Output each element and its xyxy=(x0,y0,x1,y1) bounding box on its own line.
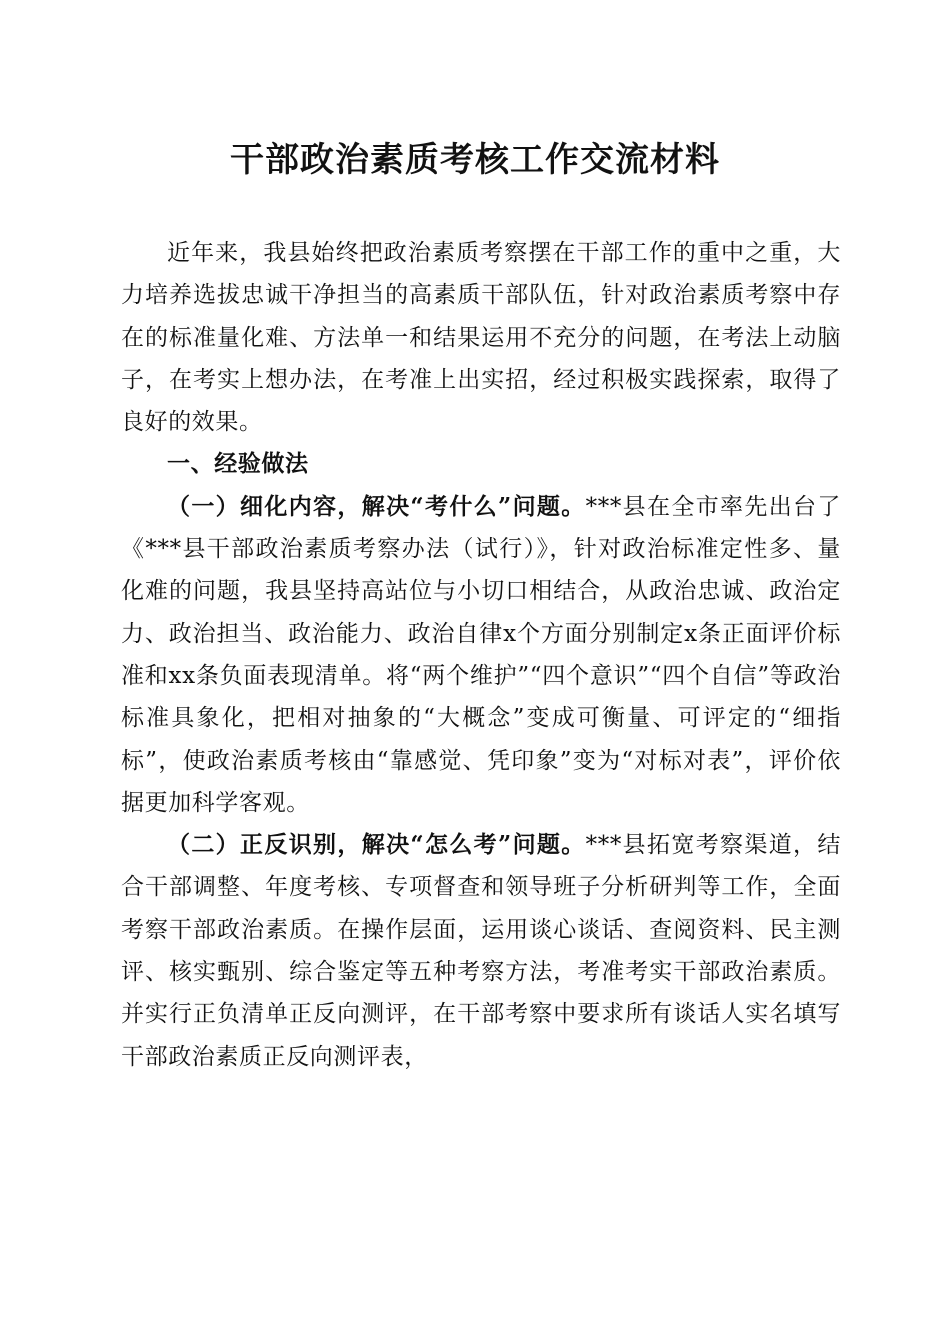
item-heading-2: （二）正反识别，解决“怎么考”问题。 xyxy=(167,831,586,859)
item-heading-1: （一）细化内容，解决“考什么”问题。 xyxy=(167,492,586,520)
item-body-1: ***县在全市率先出台了《***县干部政治素质考察办法（试行）》，针对政治标准定性多、量化难的问题，我县坚持高站位与小切口相结合，从政治忠诚、政治定力、政治担当、政治能力、政治自律x个方面分别制定x条正面评价标准和xx条负面表现清单。将“两个维护”“四个意识”“四个自信”等政治标准具象化，把相对抽象的“大概念”变成可衡量、可评定的“细指标”，使政治素质考核由“靠感觉、凭印象”变为“对标对表”，评价依据更加科学客观。 xyxy=(121,493,842,816)
section-heading xyxy=(121,443,841,485)
document-title: 干部政治素质考核工作交流材料 xyxy=(230,140,720,180)
intro-paragraph: 近年来，我县始终把政治素质考察摆在干部工作的重中之重，大力培养选拔忠诚干净担当的高素质干部队伍，针对政治素质考察中存在的标准量化难、方法单一和结果运用不充分的问题，在考法上动脑子，在考实上想办法，在考准上出实招，经过积极实践探索，取得了良好的效果。 xyxy=(121,240,841,436)
section-heading-text: 一、经验做法 xyxy=(167,450,309,478)
item-paragraph-2 xyxy=(121,824,841,1078)
document-body xyxy=(121,232,841,1078)
item-paragraph-1 xyxy=(121,486,841,824)
item-body-2: ***县拓宽考察渠道，结合干部调整、年度考核、专项督查和领导班子分析研判等工作，全面考察干部政治素质。在操作层面，运用谈心谈话、查阅资料、民主测评、核实甄别、综合鉴定等五种考察方法，考准考实干部政治素质。并实行正负清单正反向测评，在干部考察中要求所有谈话人实名填写干部政治素质正反向测评表， xyxy=(121,832,842,1070)
